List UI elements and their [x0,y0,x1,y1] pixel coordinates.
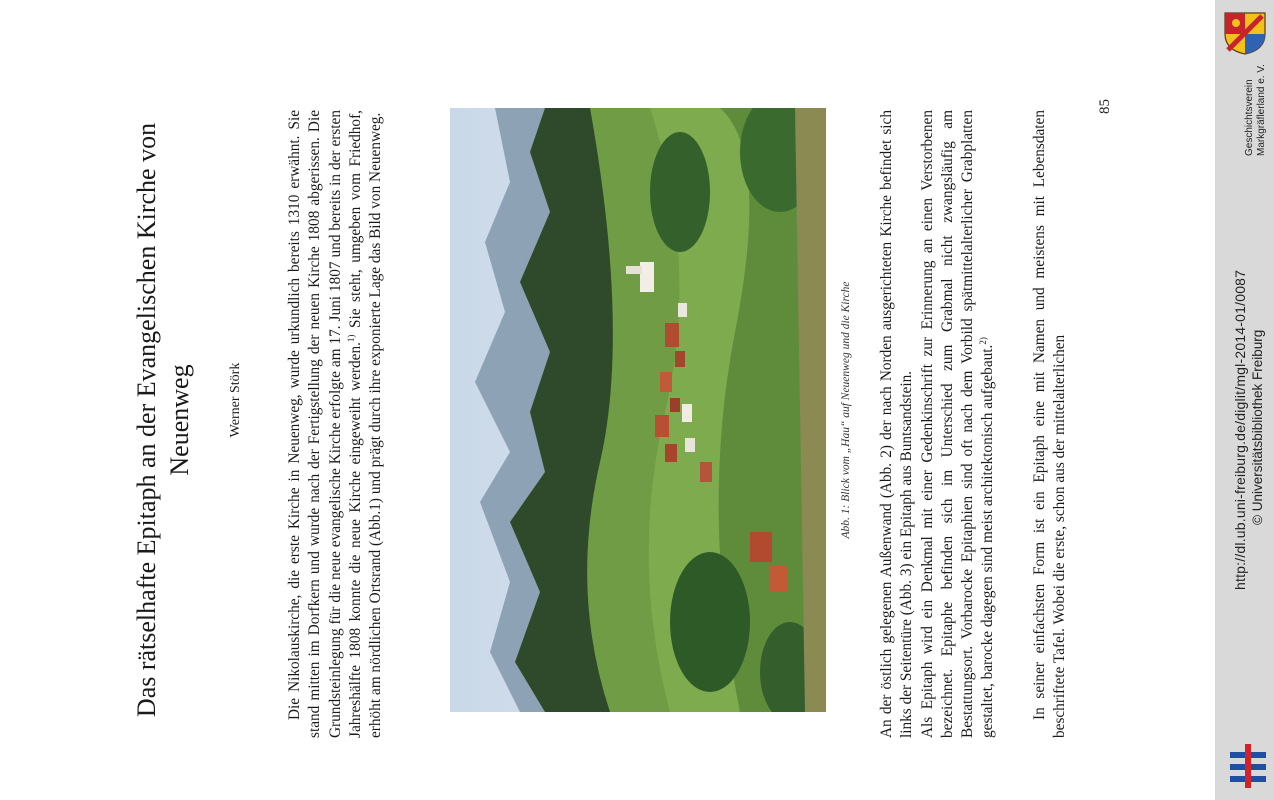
paragraph-intro-text: Die Nikolauskirche, die erste Kirche in Neuenweg, wurde urkundlich bereits 1310 erwähnt. Sie stand mitten im Dorfkern und wurde nach der Fertigstellung der neuen Kirche 1808 abgerissen. Die Grundsteinlegung für die neue evangelische Kirche erfolgte am 17. Juni 1807 und bereits in der ersten Jahreshälfte 1808 konnte die neue Kirche eingeweiht werden. [286,110,364,738]
paragraph-intro [285,110,386,738]
landscape-image [450,108,826,712]
article-title: Das rätselhafte Epitaph an der Evangelischen Kirche von Neuenweg [132,122,194,718]
page-number: 85 [1097,99,1113,114]
paragraph-epitaph-line1: An der östlich gelegenen Außenwand (Abb. 2) der nach Norden ausgerichteten Kirche befindet sich links der Seitentüre (Abb. 3) ein Epitaph aus Buntsandstein. [878,110,916,738]
paragraph-simple-form: In seiner einfachsten Form ist ein Epitaph eine mit Namen und meistens mit Lebensdaten beschriftete Tafel. Wobei die erste, schon aus der mittelalterlichen [1031,110,1069,738]
society-crest-icon [1222,10,1268,56]
article-author: Werner Störk [228,362,243,438]
source-url-link[interactable]: http://dl.ub.uni-freiburg.de/diglit/mgl-2014-01/0087 [1232,269,1248,590]
society-name-line2: Markgräflerland e. V. [1256,64,1267,156]
paragraph-epitaph-definition: Als Epitaph wird ein Denkmal mit einer Gedenkinschrift zur Erinnerung an einen Verstorbenen bezeichnet. Epitaphe befinden sich im Unterschied zum Grabmal nicht zwangsläufig am Bestattungsort. Vorbarocke Epitaphien sind oft nach dem Vorbild spätmittelalterlicher Grabplatten gestaltet, barocke dagegen sind meist architektonisch aufgebaut. [918,110,997,738]
paragraph-intro-continued: Sie steht, umgeben vom Friedhof, erhöht am nördlichen Ortsrand (Abb.1) und prägt durch ihre exponierte Lage das Bild von Neuenweg. [346,110,385,738]
university-library-logo-icon [1226,742,1270,790]
copyright-notice: © Universitätsbibliothek Freiburg [1250,329,1265,525]
footnote-ref-1: 1) [345,334,356,343]
paragraph-epitaph [877,110,999,738]
society-name-line1: Geschichtsverein [1244,79,1255,156]
footnote-ref-2: 2) [978,337,989,345]
figure-photo-neuenweg [450,108,826,712]
figure-caption: Abb. 1: Blick vom „Hau“ auf Neuenweg und die Kirche [840,281,852,539]
